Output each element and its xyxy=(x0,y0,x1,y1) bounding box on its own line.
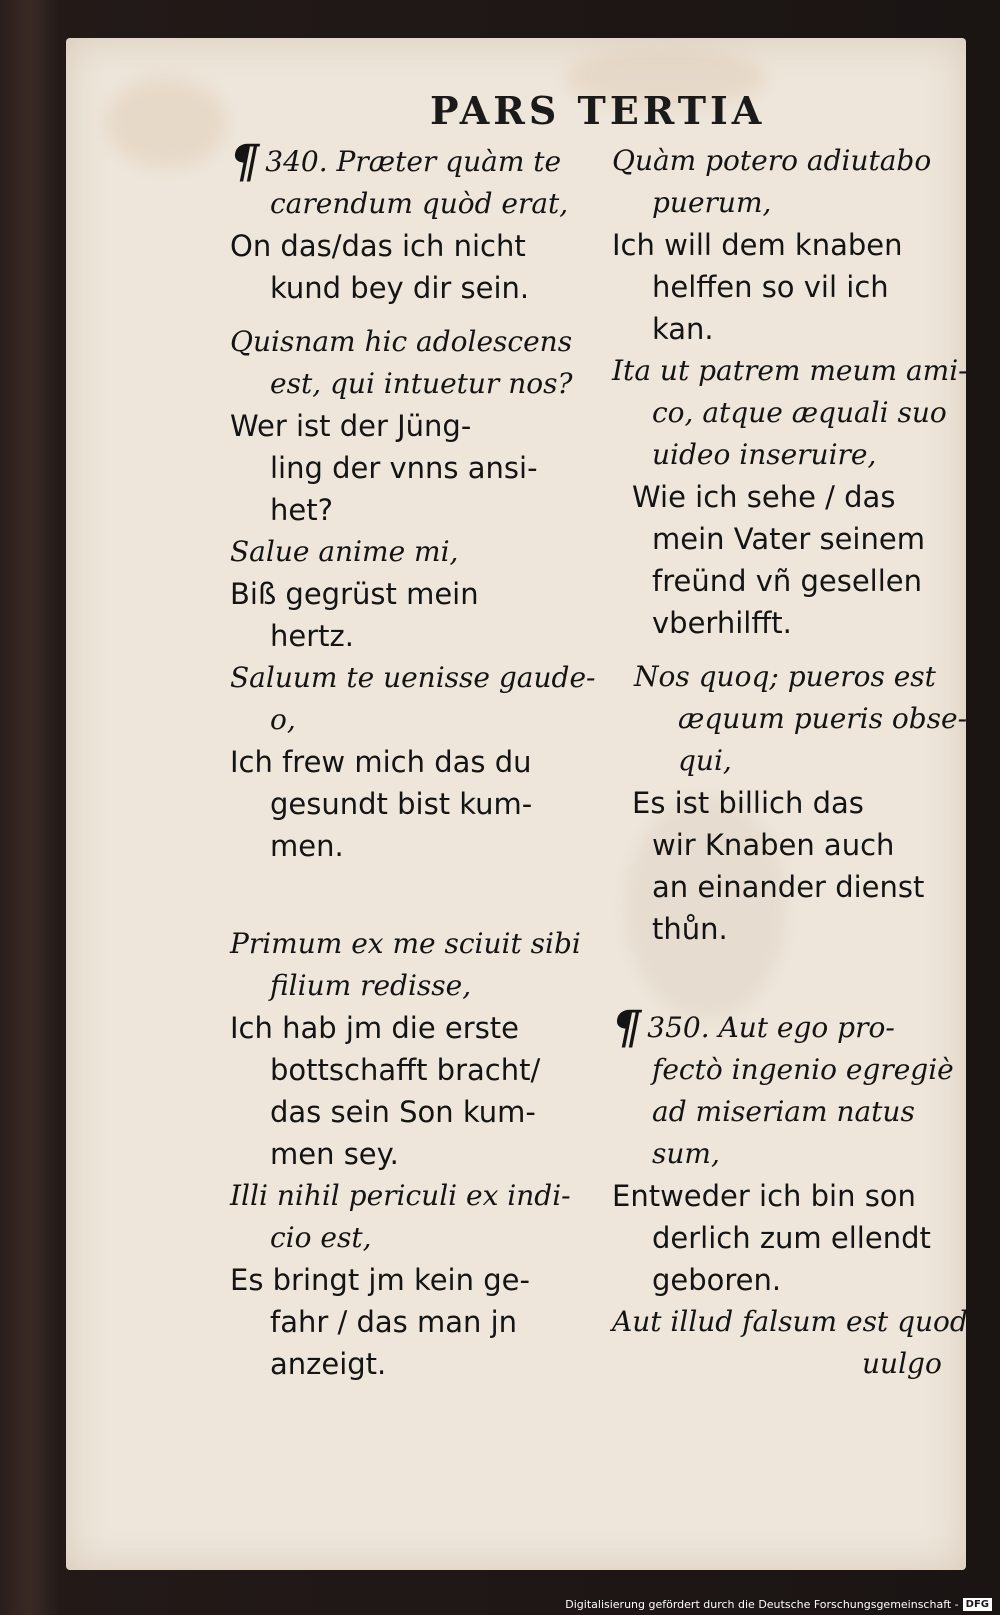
text-line: gesundt bist kum- xyxy=(270,787,533,821)
text-line: On das/das ich nicht xyxy=(230,229,526,263)
text-line: hertz. xyxy=(270,619,354,653)
text-line: Wer ist der Jüng- xyxy=(230,409,472,443)
text-line: an einander dienst xyxy=(652,870,925,904)
text-line: Ita ut patrem meum ami- xyxy=(612,354,968,387)
text-line: Salue anime mi, xyxy=(230,535,459,568)
text-line: Quàm potero adiutabo xyxy=(612,144,932,177)
text-line: puerum, xyxy=(652,186,772,219)
text-line: anzeigt. xyxy=(270,1347,387,1381)
text-line: o, xyxy=(270,703,296,736)
text-line: Saluum te uenisse gaude- xyxy=(230,661,596,694)
text-line: Nos quoq; pueros est xyxy=(634,660,936,693)
text-line: freünd vñ gesellen xyxy=(652,564,923,598)
text-line: das sein Son kum- xyxy=(270,1095,536,1129)
text-line: fahr / das man jn xyxy=(270,1305,518,1339)
text-line: Quisnam hic adolescens xyxy=(230,325,573,358)
text-line: Ich will dem knaben xyxy=(612,228,903,262)
dfg-logo: DFG xyxy=(963,1598,992,1611)
right-column xyxy=(612,140,968,1385)
text-line: fectò ingenio egregiè xyxy=(652,1053,954,1086)
footer-text: Digitalisierung gefördert durch die Deutsche Forschungsgemeinschaft - xyxy=(565,1598,959,1611)
page-heading: PARS TERTIA xyxy=(430,88,766,133)
text-line: wir Knaben auch xyxy=(652,828,895,862)
text-line: ¶ 340. Præter quàm te xyxy=(230,134,562,188)
text-line: Primum ex me sciuit sibi xyxy=(230,927,581,960)
text-line: carendum quòd erat, xyxy=(270,187,569,220)
left-column xyxy=(230,134,596,1385)
text-line: thůn. xyxy=(652,912,728,946)
text-line: Es bringt jm kein ge- xyxy=(230,1263,530,1297)
text-line: Ich hab jm die erste xyxy=(230,1011,520,1045)
text-line: kund bey dir sein. xyxy=(270,271,530,305)
text-line: cio est, xyxy=(270,1221,372,1254)
text-line: uideo inseruire, xyxy=(652,438,877,471)
text-line: uulgo xyxy=(862,1347,942,1380)
text-line: helffen so vil ich xyxy=(652,270,889,304)
text-line: bottschafft bracht/ xyxy=(270,1053,541,1087)
text-line: Entweder ich bin son xyxy=(612,1179,916,1213)
paragraph-mark-icon: ¶ xyxy=(612,1000,642,1054)
text-line: ad miseriam natus xyxy=(652,1095,915,1128)
text-line: qui, xyxy=(678,744,732,777)
text-line: men. xyxy=(270,829,344,863)
text-line: co, atque æquali suo xyxy=(652,396,947,429)
digitization-footer xyxy=(565,1598,992,1611)
text-line: Wie ich sehe / das xyxy=(632,480,896,514)
text-line: æquum pueris obse- xyxy=(678,702,968,735)
text-line: mein Vater seinem xyxy=(652,522,925,556)
text-line: vberhilfft. xyxy=(652,606,792,640)
text-line: Illi nihil periculi ex indi- xyxy=(230,1179,571,1212)
text-line: kan. xyxy=(652,312,714,346)
text-line: est, qui intuetur nos? xyxy=(270,367,573,400)
paragraph-mark-icon: ¶ xyxy=(230,134,260,188)
text-line: Aut illud falsum est quod xyxy=(612,1305,968,1338)
paper-stain xyxy=(106,78,226,168)
text-line: ling der vnns ansi- xyxy=(270,451,538,485)
text-line: het? xyxy=(270,493,333,527)
text-line: ¶ 350. Aut ego pro- xyxy=(612,1000,895,1054)
text-line: men sey. xyxy=(270,1137,399,1171)
text-line: derlich zum ellendt xyxy=(652,1221,931,1255)
text-line: Ich frew mich das du xyxy=(230,745,532,779)
text-line: geboren. xyxy=(652,1263,782,1297)
text-line: Es ist billich das xyxy=(632,786,864,820)
text-line: sum, xyxy=(652,1137,720,1170)
text-line: Biß gegrüst mein xyxy=(230,577,479,611)
text-line: filium redisse, xyxy=(270,969,472,1002)
